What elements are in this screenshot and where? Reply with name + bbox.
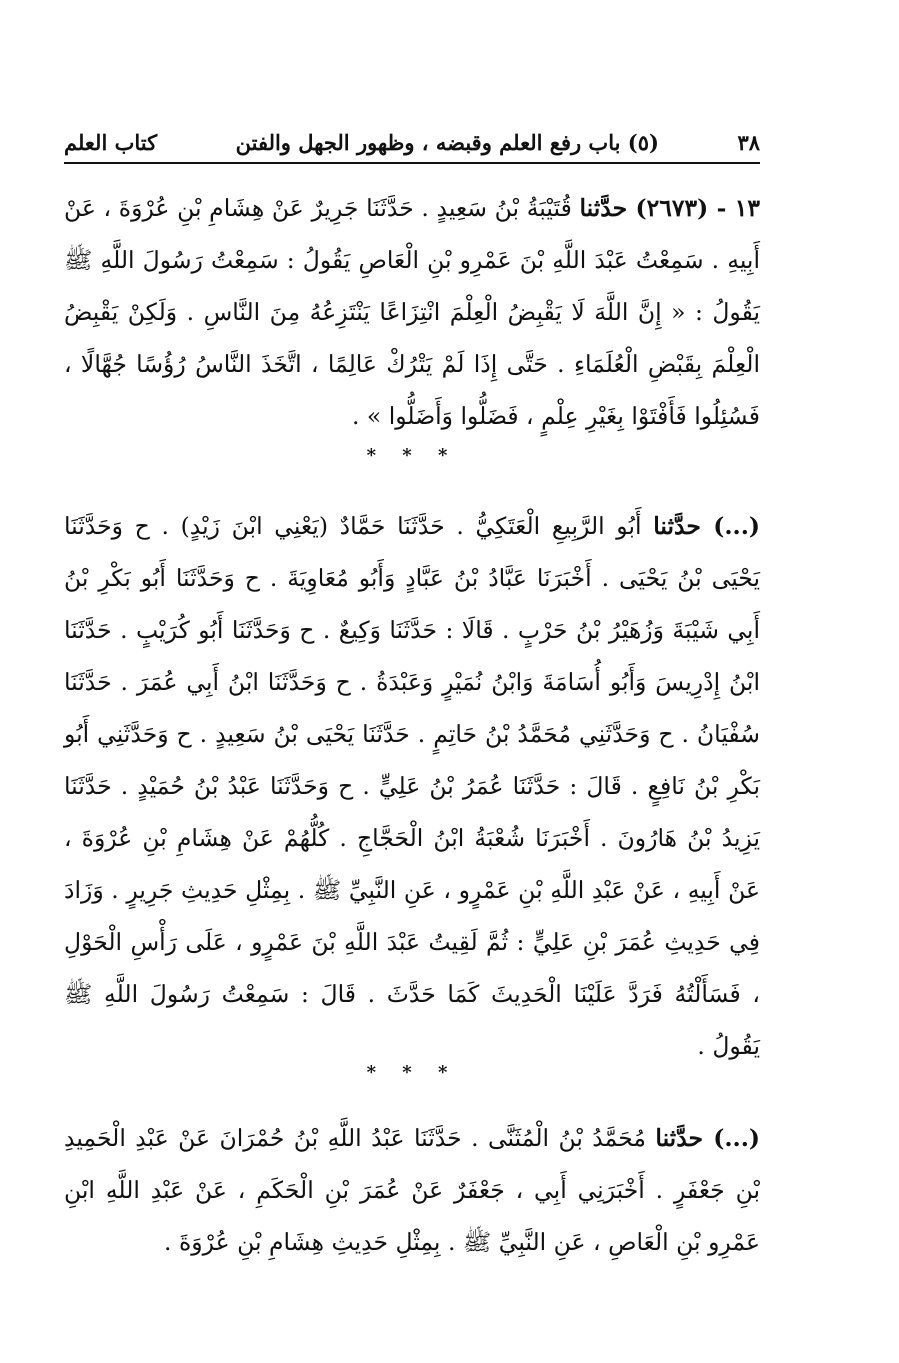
book-title: كتاب العلم <box>64 129 158 155</box>
section-separator: * * * <box>366 1062 458 1083</box>
hadith-text: قُتَيْبَةُ بْنُ سَعِيدٍ . حَدَّثَنَا جَرِيرٌ عَنْ هِشَامِ بْنِ عُرْوَةَ ، عَنْ أَبِيهِ . سَمِعْتُ عَبْدَ اللَّهِ بْنَ عَمْرِو بْنِ الْعَاصِ يَقُولُ : سَمِعْتُ رَسُولَ اللَّهِ ﷺ يَقُولُ : « إِنَّ اللَّهَ لَا يَقْبِضُ الْعِلْمَ انْتِزَاعًا يَنْتَزِعُهُ مِنَ النَّاسِ . وَلَكِنْ يَقْبِضُ الْعِلْمَ بِقَبْضِ الْعُلَمَاءِ . حَتَّى إِذَا لَمْ يَتْرُكْ عَالِمًا ، اتَّخَذَ النَّاسُ رُؤُسًا جُهَّالًا ، فَسُئِلُوا فَأَفْتَوْا بِغَيْرِ عِلْمٍ ، فَضَلُّوا وَأَضَلُّوا » . <box>64 194 760 430</box>
hadith-text: مُحَمَّدُ بْنُ الْمُثَنَّى . حَدَّثَنَا عَبْدُ اللَّهِ بْنُ حُمْرَانَ عَنْ عَبْدِ الْحَمِيدِ بْنِ جَعْفَرٍ . أَخْبَرَنِي أَبِي ، جَعْفَرٌ عَنْ عُمَرَ بْنِ الْحَكَمِ ، عَنْ عَبْدِ اللَّهِ ابْنِ عَمْرِو بْنِ الْعَاصِ ، عَنِ النَّبِيِّ ﷺ . بِمِثْلِ حَدِيثِ هِشَامِ بْنِ عُرْوَةَ . <box>64 1124 760 1256</box>
section-separator: * * * <box>366 445 458 466</box>
hadith-lead: (...) حدَّثنا <box>655 1124 760 1152</box>
header-rule <box>64 162 760 164</box>
page-header <box>64 126 760 158</box>
chapter-title: (٥) باب رفع العلم وقبضه ، وظهور الجهل والفتن <box>235 129 659 155</box>
hadith-paragraph <box>64 182 760 442</box>
hadith-paragraph <box>64 1112 760 1268</box>
hadith-paragraph <box>64 500 760 1072</box>
hadith-text: أَبُو الرَّبِيعِ الْعَتَكِيُّ . حَدَّثَنَا حَمَّادٌ (يَعْنِي ابْنَ زَيْدٍ) . ح وَحَدَّثَنَا يَحْيَى بْنُ يَحْيَى . أَخْبَرَنَا عَبَّادُ بْنُ عَبَّادٍ وَأَبُو مُعَاوِيَةَ . ح وَحَدَّثَنَا أَبُو بَكْرِ بْنُ أَبِي شَيْبَةَ وَزُهَيْرُ بْنُ حَرْبٍ . قَالَا : حَدَّثَنَا وَكِيعٌ . ح وَحَدَّثَنَا أَبُو كُرَيْبٍ . حَدَّثَنَا ابْنُ إِدْرِيسَ وَأَبُو أُسَامَةَ وَابْنُ نُمَيْرٍ وَعَبْدَةُ . ح وَحَدَّثَنَا ابْنُ أَبِي عُمَرَ . حَدَّثَنَا سُفْيَانُ . ح وَحَدَّثَنِي مُحَمَّدُ بْنُ حَاتِمٍ . حَدَّثَنَا يَحْيَى بْنُ سَعِيدٍ . ح وَحَدَّثَنِي أَبُو بَكْرِ بْنُ نَافِعٍ . قَالَ : حَدَّثَنَا عُمَرُ بْنُ عَلِيٍّ . ح وَحَدَّثَنَا عَبْدُ بْنُ حُمَيْدٍ . حَدَّثَنَا يَزِيدُ بْنُ هَارُونَ . أَخْبَرَنَا شُعْبَةُ ابْنُ الْحَجَّاجِ . كُلُّهُمْ عَنْ هِشَامِ بْنِ عُرْوَةَ ، عَنْ أَبِيهِ ، عَنْ عَبْدِ اللَّهِ بْنِ عَمْرٍو ، عَنِ النَّبِيِّ ﷺ . بِمِثْلِ حَدِيثِ جَرِيرٍ . وَزَادَ فِي حَدِيثِ عُمَرَ بْنِ عَلِيٍّ : ثُمَّ لَقِيتُ عَبْدَ اللَّهِ بْنَ عَمْرٍو ، عَلَى رَأْسِ الْحَوْلِ ، فَسَأَلْتُهُ فَرَدَّ عَلَيْنَا الْحَدِيثَ كَمَا حَدَّثَ . قَالَ : سَمِعْتُ رَسُولَ اللَّهِ ﷺ يَقُولُ . <box>64 512 760 1060</box>
hadith-number-lead: ١٣ - (٢٦٧٣) حدَّثنا <box>579 194 760 222</box>
hadith-lead: (...) حدَّثنا <box>653 512 760 540</box>
page-number: ٣٨ <box>737 129 760 155</box>
